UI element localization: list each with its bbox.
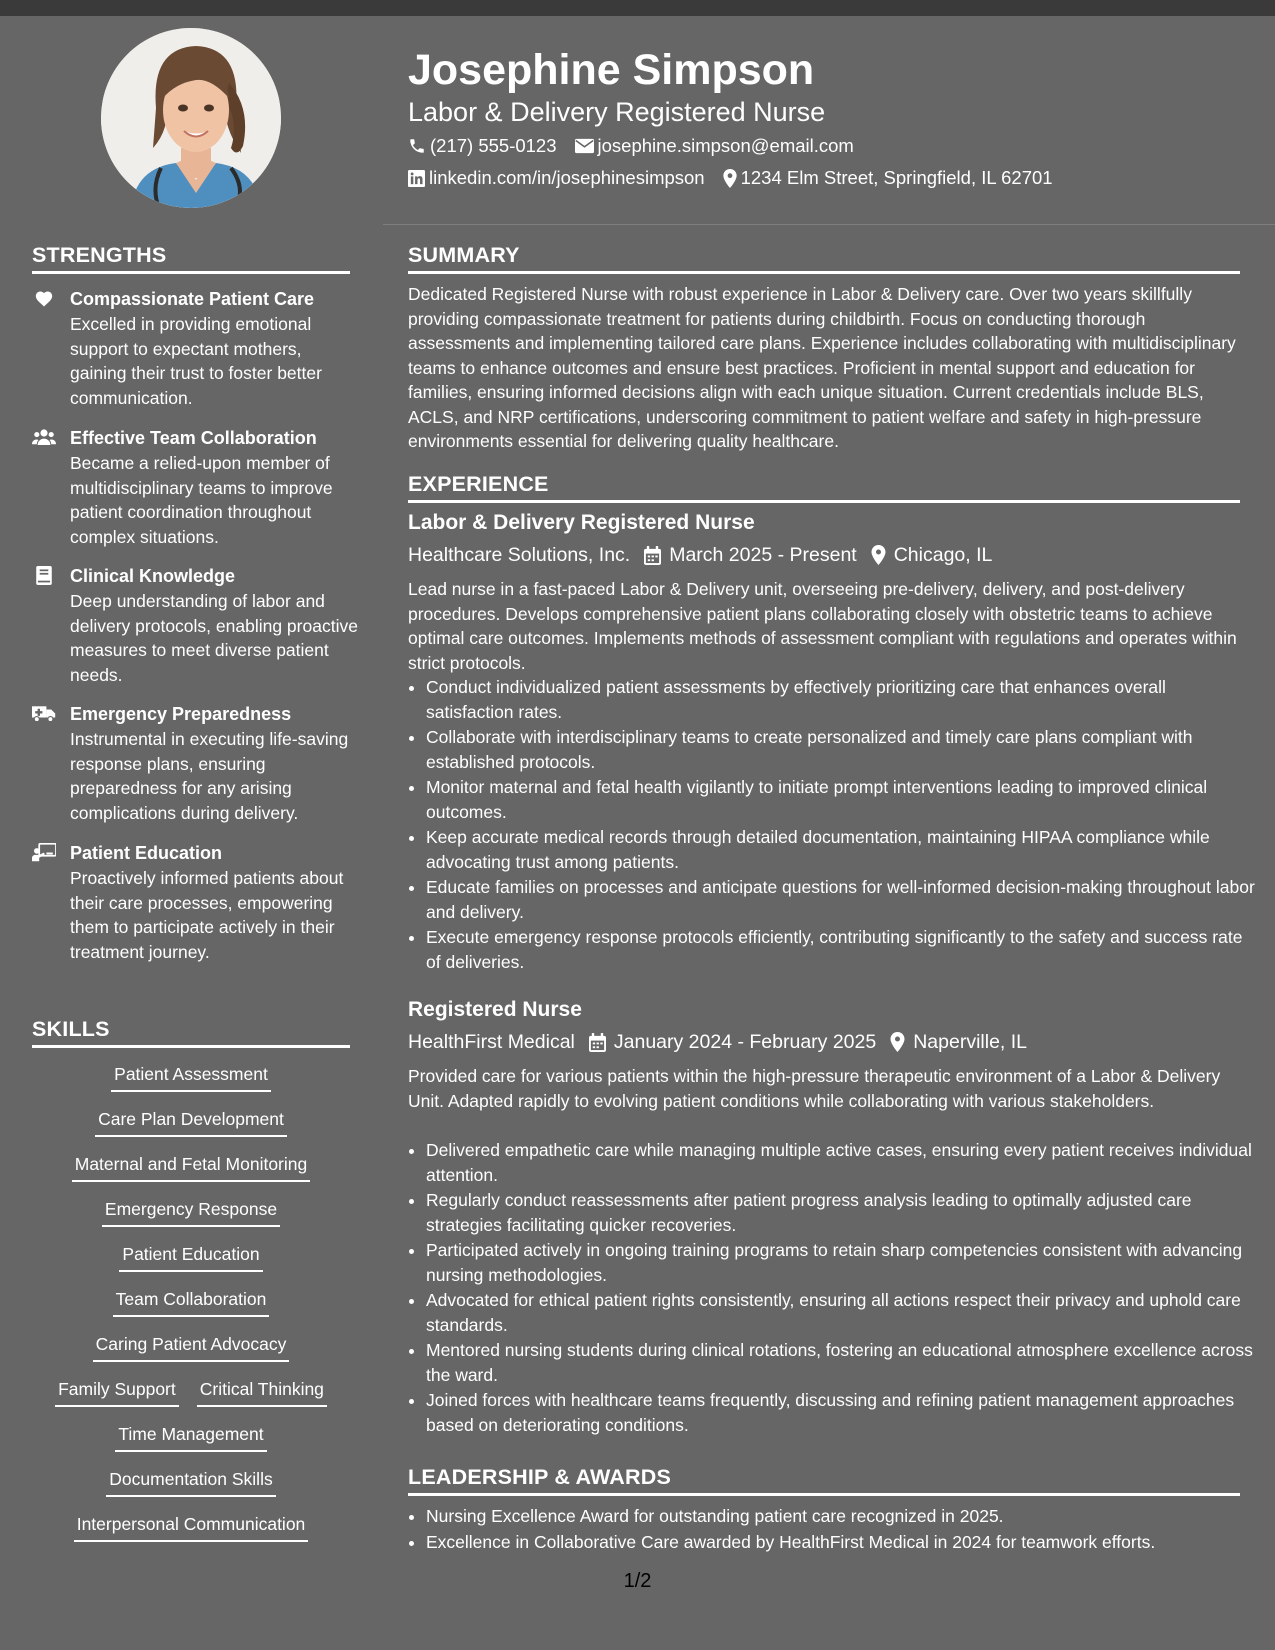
job-bullet: • Educate families on processes and anticipate questions for well-informed decision-making throughout labor and delivery. [426,875,1258,924]
skill-tag: Care Plan Development [95,1107,287,1137]
job-description: Provided care for various patients within the high-pressure therapeutic environment of a Labor & Delivery Unit. Adapted rapidly to evolving patient conditions while collaborating with various stakeholders. [408,1066,1221,1111]
strength-desc: Excelled in providing emotional support to expectant mothers, gaining their trust to foster better communication. [70,314,322,408]
calendar-icon [644,546,661,565]
skills-heading: SKILLS [32,1017,110,1041]
email-text: josephine.simpson@email.com [597,135,854,156]
header-divider [383,224,1275,225]
map-marker-icon [890,1032,905,1052]
phone-text: (217) 555-0123 [430,135,557,156]
ambulance-icon [32,704,56,724]
users-icon [32,428,56,448]
contact-row-2 [408,166,1071,190]
skills-rule [32,1045,350,1048]
job-meta [408,542,1006,568]
job-bullets [408,675,1258,975]
awards-heading: LEADERSHIP & AWARDS [408,1465,672,1489]
strength-desc: Proactively informed patients about their care processes, empowering them to participate actively in their treatment journey. [70,868,344,962]
strength-title: Compassionate Patient Care [70,289,315,309]
strength-desc: Deep understanding of labor and delivery protocols, enabling proactive measures to meet diverse patient needs. [70,591,358,685]
skill-tag: Emergency Response [102,1197,280,1227]
chalkboard-teacher-icon [32,843,56,863]
award-item: • Excellence in Collaborative Care awarded by HealthFirst Medical in 2024 for teamwork efforts. [426,1530,1258,1555]
summary-text: Dedicated Registered Nurse with robust experience in Labor & Delivery care. Over two years skillfully providing compassionate treatment for patients during childbirth. Focus on conducting thorough assessments and implementing tailored care plans. Experience includes collaborating with multidisciplinary teams to enhance outcomes and ensure best practices. Proficient in mental support and education for families, ensuring informed decisions align with each unique situation. Current credentials include BLS, ACLS, and NRP certifications, underscoring commitment to patient welfare and safety in high-pressure environments essential for delivering quality healthcare. [408,284,1236,451]
book-icon [32,566,56,586]
job-bullet: • Collaborate with interdisciplinary teams to create personalized and timely care plans compliant with established protocols. [426,725,1258,774]
linkedin-text: linkedin.com/in/josephinesimpson [429,167,705,188]
address-text: 1234 Elm Street, Springfield, IL 62701 [740,167,1053,188]
linkedin-contact[interactable] [408,166,705,190]
job-dates: January 2024 - February 2025 [613,1031,877,1053]
job-company: HealthFirst Medical [408,1031,575,1053]
job-bullet: • Execute emergency response protocols efficiently, contributing significantly to the safety and success rate of deliveries. [426,925,1258,974]
job-bullet: • Participated actively in ongoing training programs to retain sharp competencies consistent with advancing nursing methodologies. [426,1238,1258,1287]
phone-icon [408,137,426,155]
top-bar [0,0,1275,16]
awards-list [408,1504,1258,1555]
heart-icon [32,289,56,309]
awards-rule [408,1493,1240,1496]
job-meta [408,1029,1041,1055]
job-bullet: • Delivered empathetic care while managing multiple active cases, ensuring every patient receives individual attention. [426,1138,1258,1187]
candidate-name: Josephine Simpson [408,46,815,94]
job-description: Lead nurse in a fast-paced Labor & Delivery unit, overseeing pre-delivery, delivery, and post-delivery procedures. Develops comprehensive patient plans collaborating closely with obstetric teams to achieve optimal care outcomes. Implements methods of assessment compliant with regulations and operates within strict protocols. [408,579,1237,673]
skill-tag: Team Collaboration [113,1287,270,1317]
strengths-rule [32,271,350,274]
experience-rule [408,500,1240,503]
job-company: Healthcare Solutions, Inc. [408,544,631,566]
email-contact[interactable] [575,134,854,158]
summary-rule [408,271,1240,274]
job-title: Registered Nurse [408,998,582,1021]
experience-heading: EXPERIENCE [408,472,549,496]
job-title: Labor & Delivery Registered Nurse [408,511,755,534]
candidate-role: Labor & Delivery Registered Nurse [408,97,826,127]
skill-tag: Caring Patient Advocacy [93,1332,290,1362]
job-bullet: • Advocated for ethical patient rights consistently, ensuring all actions respect their privacy and uphold care standards. [426,1288,1258,1337]
skill-tag: Interpersonal Communication [74,1512,309,1542]
job-bullets [408,1138,1258,1438]
job-bullet: • Monitor maternal and fetal health vigilantly to initiate prompt interventions leading to improved clinical outcomes. [426,775,1258,824]
contact-row-1 [408,134,872,158]
award-item: • Nursing Excellence Award for outstanding patient care recognized in 2025. [426,1504,1258,1529]
strength-title: Clinical Knowledge [70,566,236,586]
skill-tag: Patient Education [119,1242,262,1272]
job-bullet: • Mentored nursing students during clinical rotations, fostering an educational atmosphere excellence across the ward. [426,1338,1258,1387]
page-number: 1/2 [623,1570,652,1592]
strength-title: Emergency Preparedness [70,704,292,724]
skill-tag: Maternal and Fetal Monitoring [72,1152,310,1182]
address-contact [723,166,1053,190]
summary-heading: SUMMARY [408,243,520,267]
skill-tag: Critical Thinking [197,1377,327,1407]
job-bullet: • Keep accurate medical records through detailed documentation, maintaining HIPAA compliance while advocating trust among patients. [426,825,1258,874]
strength-desc: Instrumental in executing life-saving response plans, ensuring preparedness for any arising complications during delivery. [70,729,349,823]
envelope-icon [575,138,594,154]
strength-title: Effective Team Collaboration [70,428,317,448]
job-location: Naperville, IL [913,1031,1028,1053]
strength-title: Patient Education [70,843,223,863]
job-bullet: • Conduct individualized patient assessments by effectively prioritizing care that enhances overall satisfaction rates. [426,675,1258,724]
skill-tag: Time Management [115,1422,266,1452]
map-marker-icon [871,545,886,565]
calendar-icon [589,1033,606,1052]
skill-tag: Documentation Skills [106,1467,275,1497]
job-bullet: • Joined forces with healthcare teams frequently, discussing and refining patient management approaches based on deteriorating conditions. [426,1388,1258,1437]
linkedin-icon [408,170,425,187]
job-location: Chicago, IL [893,544,993,566]
profile-photo [101,28,281,208]
skill-tag: Family Support [55,1377,179,1407]
job-dates: March 2025 - Present [669,544,857,566]
job-bullet: • Regularly conduct reassessments after patient progress analysis leading to optimally adjusted care strategies facilitating quicker recoveries. [426,1188,1258,1237]
strengths-heading: STRENGTHS [32,243,167,267]
phone-contact[interactable] [408,134,557,158]
strength-desc: Became a relied-upon member of multidisciplinary teams to improve patient coordination throughout complex situations. [70,453,333,547]
skill-tag: Patient Assessment [111,1062,271,1092]
map-marker-icon [723,169,737,188]
